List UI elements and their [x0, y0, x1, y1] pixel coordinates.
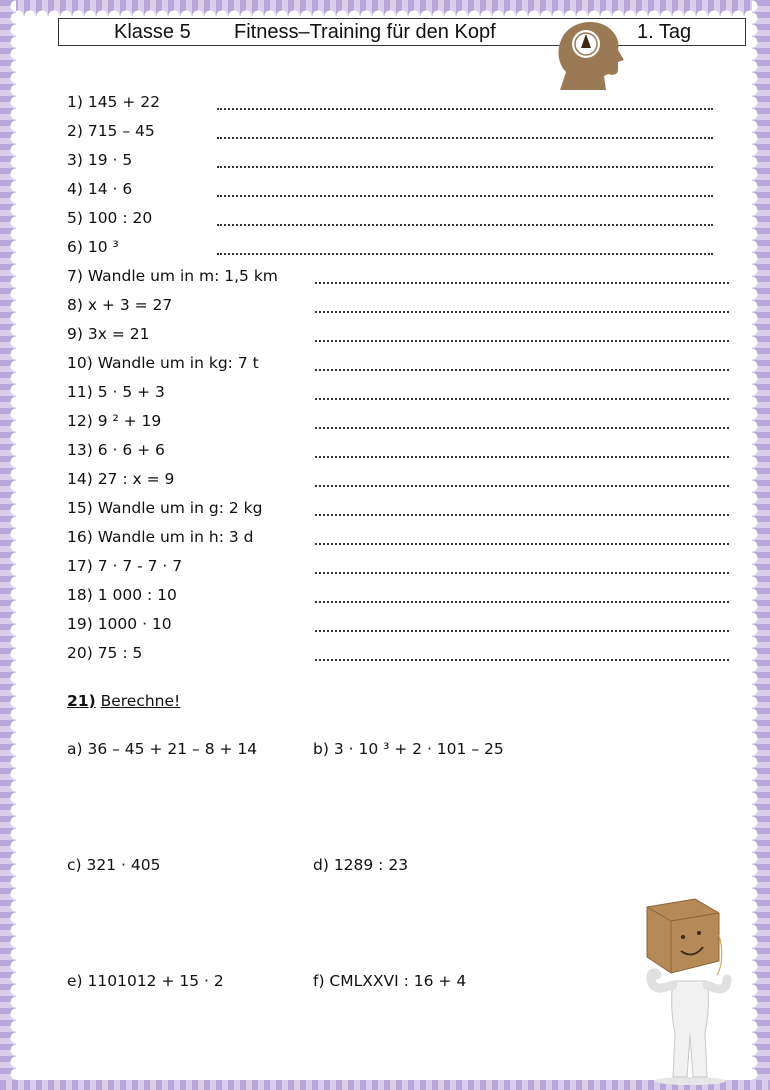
thinking-head-icon: [552, 14, 632, 92]
answer-line[interactable]: [217, 195, 713, 197]
task-row: [67, 325, 737, 347]
answer-line[interactable]: [315, 572, 729, 574]
task-row: [67, 644, 737, 666]
task-row: [67, 557, 737, 579]
answer-line[interactable]: [315, 659, 729, 661]
exercise-f: f) CMLXXVI : 16 + 4: [313, 972, 467, 990]
task-text: 20) 75 : 5: [67, 644, 143, 662]
decorative-border-right: [752, 0, 770, 1090]
section-21-heading: [67, 692, 180, 710]
answer-line[interactable]: [315, 282, 729, 284]
day-label: 1. Tag: [637, 21, 692, 43]
answer-line[interactable]: [217, 253, 713, 255]
task-text: 10) Wandle um in kg: 7 t: [67, 354, 259, 372]
task-row: [67, 296, 737, 318]
worksheet-title: Fitness–Training für den Kopf: [234, 21, 496, 43]
task-text: 14) 27 : x = 9: [67, 470, 175, 488]
task-row: [67, 209, 737, 231]
task-row: [67, 354, 737, 376]
task-row: [67, 499, 737, 521]
section-label: Berechne!: [100, 692, 181, 710]
task-row: [67, 238, 737, 260]
task-row: [67, 615, 737, 637]
answer-line[interactable]: [315, 369, 729, 371]
answer-line[interactable]: [315, 456, 729, 458]
task-text: 11) 5 · 5 + 3: [67, 383, 165, 401]
answer-line[interactable]: [315, 398, 729, 400]
task-text: 16) Wandle um in h: 3 d: [67, 528, 254, 546]
task-row: [67, 383, 737, 405]
task-text: 17) 7 · 7 - 7 · 7: [67, 557, 183, 575]
exercise-e: e) 1101012 + 15 · 2: [67, 972, 224, 990]
task-text: 12) 9 ² + 19: [67, 412, 162, 430]
box-head-figure-icon: [635, 895, 745, 1085]
task-row: [67, 122, 737, 144]
task-text: 5) 100 : 20: [67, 209, 153, 227]
task-row: [67, 151, 737, 173]
answer-line[interactable]: [217, 166, 713, 168]
task-row: [67, 180, 737, 202]
task-text: 8) x + 3 = 27: [67, 296, 173, 314]
task-row: [67, 470, 737, 492]
exercise-d: d) 1289 : 23: [313, 856, 409, 874]
answer-line[interactable]: [315, 427, 729, 429]
worksheet-header: [58, 18, 746, 46]
answer-line[interactable]: [217, 224, 713, 226]
task-text: 4) 14 · 6: [67, 180, 133, 198]
answer-line[interactable]: [315, 601, 729, 603]
task-text: 1) 145 + 22: [67, 93, 160, 111]
exercise-b: b) 3 · 10 ³ + 2 · 101 – 25: [313, 740, 504, 758]
answer-line[interactable]: [315, 340, 729, 342]
task-text: 7) Wandle um in m: 1,5 km: [67, 267, 278, 285]
task-text: 2) 715 – 45: [67, 122, 155, 140]
task-text: 9) 3x = 21: [67, 325, 150, 343]
task-text: 3) 19 · 5: [67, 151, 133, 169]
task-text: 15) Wandle um in g: 2 kg: [67, 499, 263, 517]
task-row: [67, 528, 737, 550]
answer-line[interactable]: [315, 485, 729, 487]
decorative-border-left: [0, 0, 16, 1090]
task-row: [67, 586, 737, 608]
task-text: 6) 10 ³: [67, 238, 119, 256]
section-number: 21): [67, 692, 96, 710]
answer-line[interactable]: [217, 108, 713, 110]
task-text: 18) 1 000 : 10: [67, 586, 177, 604]
answer-line[interactable]: [217, 137, 713, 139]
task-row: [67, 267, 737, 289]
task-text: 13) 6 · 6 + 6: [67, 441, 165, 459]
task-row: [67, 441, 737, 463]
answer-line[interactable]: [315, 630, 729, 632]
exercise-a: a) 36 – 45 + 21 – 8 + 14: [67, 740, 258, 758]
decorative-border-top: [0, 0, 770, 16]
class-label: Klasse 5: [114, 21, 191, 43]
task-row: [67, 93, 737, 115]
exercise-c: c) 321 · 405: [67, 856, 161, 874]
answer-line[interactable]: [315, 311, 729, 313]
task-row: [67, 412, 737, 434]
answer-line[interactable]: [315, 543, 729, 545]
answer-line[interactable]: [315, 514, 729, 516]
task-text: 19) 1000 · 10: [67, 615, 172, 633]
